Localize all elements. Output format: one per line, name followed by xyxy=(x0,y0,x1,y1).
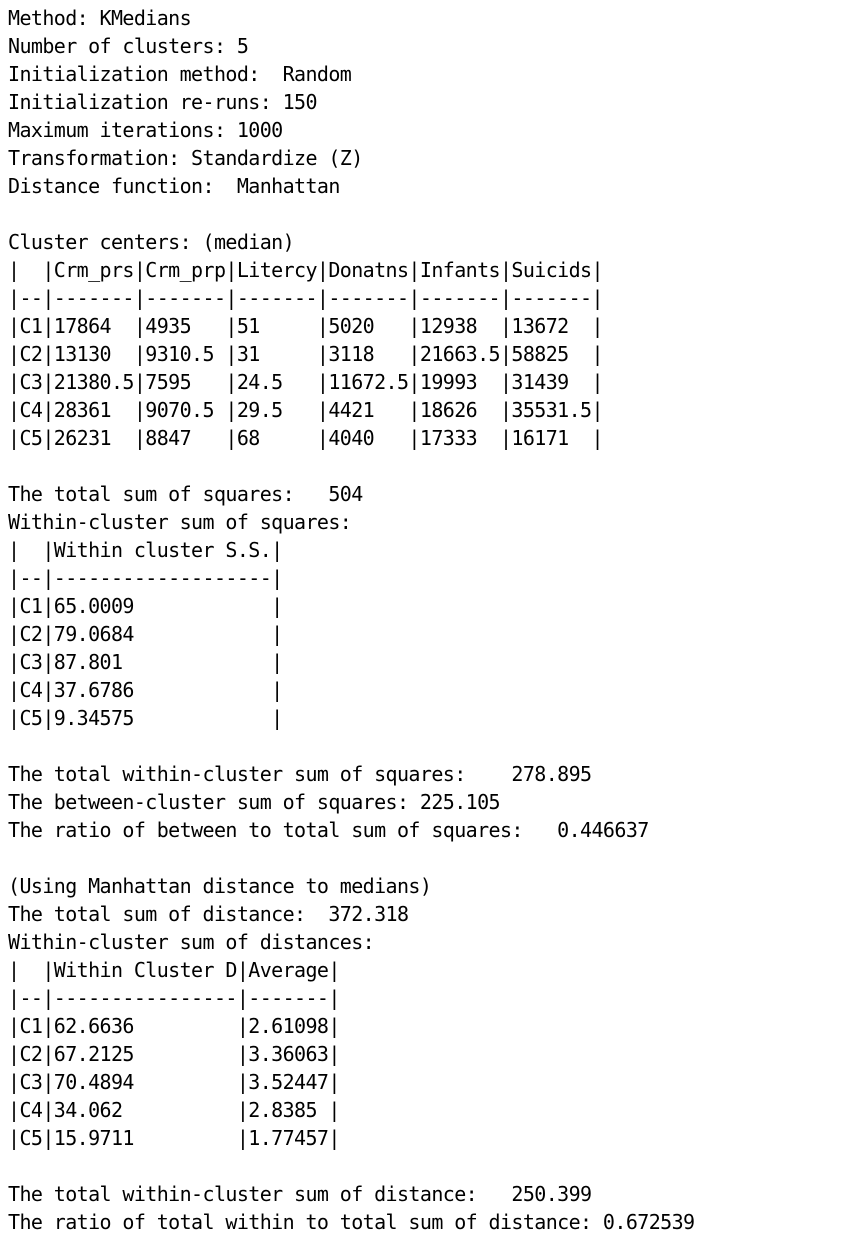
total-distance-line: The total sum of distance: 372.318 xyxy=(8,902,409,926)
centers-table-row: |C2|13130 |9310.5 |31 |3118 |21663.5|58825 | xyxy=(8,342,603,366)
blank-line xyxy=(8,1152,694,1180)
within-distance-table-row: |C1|62.6636 |2.61098| xyxy=(8,1014,340,1038)
centers-table-row: |C1|17864 |4935 |51 |5020 |12938 |13672 | xyxy=(8,314,603,338)
centers-table-row: |C4|28361 |9070.5 |29.5 |4421 |18626 |35531.5| xyxy=(8,398,603,422)
distance-function-line: Distance function: Manhattan xyxy=(8,174,340,198)
method-line: Method: KMedians xyxy=(8,6,192,30)
transformation-line: Transformation: Standardize (Z) xyxy=(8,146,363,170)
within-distance-table-header: | |Within Cluster D|Average| xyxy=(8,958,340,982)
within-ss-table-row: |C2|79.0684 | xyxy=(8,622,283,646)
within-ss-table-header: | |Within cluster S.S.| xyxy=(8,538,283,562)
init-reruns-line: Initialization re-runs: 150 xyxy=(8,90,317,114)
centers-title: Cluster centers: (median) xyxy=(8,230,295,254)
centers-table-header: | |Crm_prs|Crm_prp|Litercy|Donatns|Infants|Suicids| xyxy=(8,258,603,282)
within-distance-table-row: |C2|67.2125 |3.36063| xyxy=(8,1042,340,1066)
init-method-line: Initialization method: Random xyxy=(8,62,352,86)
within-ss-table-row: |C3|87.801 | xyxy=(8,650,283,674)
max-iterations-line: Maximum iterations: 1000 xyxy=(8,118,283,142)
centers-table-row: |C5|26231 |8847 |68 |4040 |17333 |16171 | xyxy=(8,426,603,450)
within-distance-table-row: |C3|70.4894 |3.52447| xyxy=(8,1070,340,1094)
total-within-distance-line: The total within-cluster sum of distance: 250.399 xyxy=(8,1182,592,1206)
within-ss-table-row: |C1|65.0009 | xyxy=(8,594,283,618)
blank-line xyxy=(8,732,694,760)
within-ss-table-separator: |--|-------------------| xyxy=(8,566,283,590)
within-distance-table-row: |C4|34.062 |2.8385 | xyxy=(8,1098,340,1122)
total-ss-line: The total sum of squares: 504 xyxy=(8,482,363,506)
within-ss-title: Within-cluster sum of squares: xyxy=(8,510,352,534)
total-within-ss-line: The total within-cluster sum of squares: 278.895 xyxy=(8,762,592,786)
between-ss-line: The between-cluster sum of squares: 225.105 xyxy=(8,790,500,814)
within-distance-title: Within-cluster sum of distances: xyxy=(8,930,375,954)
within-ss-table-row: |C5|9.34575 | xyxy=(8,706,283,730)
within-ss-table-row: |C4|37.6786 | xyxy=(8,678,283,702)
centers-table-separator: |--|-------|-------|-------|-------|-------|-------| xyxy=(8,286,603,310)
centers-table-row: |C3|21380.5|7595 |24.5 |11672.5|19993 |31439 | xyxy=(8,370,603,394)
blank-line xyxy=(8,452,694,480)
within-distance-table-row: |C5|15.9711 |1.77457| xyxy=(8,1126,340,1150)
distance-ratio-line: The ratio of total within to total sum of distance: 0.672539 xyxy=(8,1210,695,1234)
within-distance-table-separator: |--|----------------|-------| xyxy=(8,986,340,1010)
console-output xyxy=(8,4,694,1236)
blank-line xyxy=(8,844,694,872)
num-clusters-line: Number of clusters: 5 xyxy=(8,34,249,58)
manhattan-note: (Using Manhattan distance to medians) xyxy=(8,874,432,898)
ss-ratio-line: The ratio of between to total sum of squares: 0.446637 xyxy=(8,818,649,842)
blank-line xyxy=(8,200,694,228)
